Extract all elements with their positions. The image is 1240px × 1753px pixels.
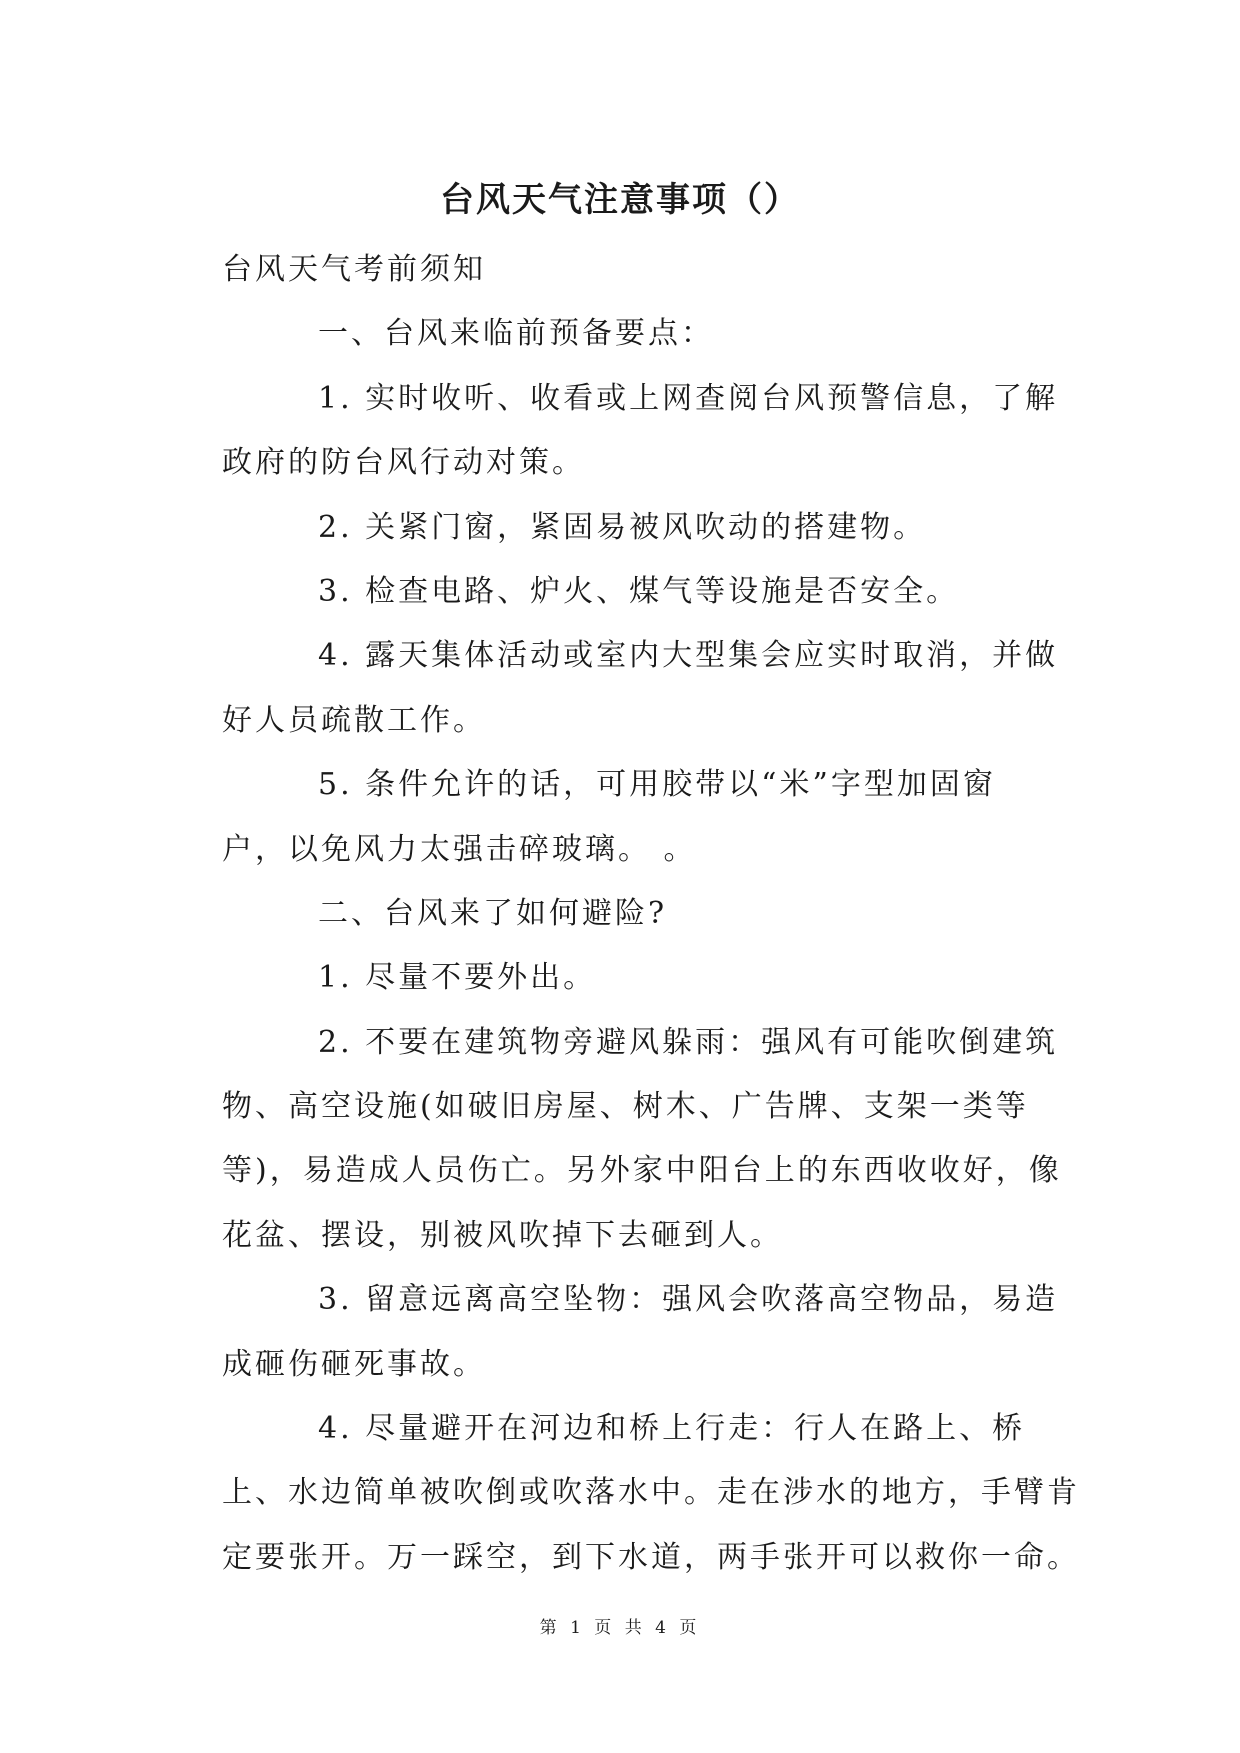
paragraph-line: 2. 关紧门窗，紧固易被风吹动的搭建物。 xyxy=(318,509,927,545)
paragraph-line: 二、台风来了如何避险? xyxy=(318,895,668,931)
paragraph-line: 户，以免风力太强击碎玻璃。 。 xyxy=(222,831,697,867)
paragraph-line: 5. 条件允许的话，可用胶带以“米”字型加固窗 xyxy=(318,767,996,803)
page-number-footer: 第 1 页 共 4 页 xyxy=(539,1618,701,1638)
paragraph-line: 2. 不要在建筑物旁避风躲雨：强风有可能吹倒建筑 xyxy=(318,1024,1059,1060)
paragraph-line: 1. 实时收听、收看或上网查阅台风预警信息，了解 xyxy=(318,380,1059,416)
paragraph-line: 4. 露天集体活动或室内大型集会应实时取消，并做 xyxy=(318,638,1059,674)
paragraph-line: 1. 尽量不要外出。 xyxy=(318,960,597,996)
paragraph-line: 台风天气考前须知 xyxy=(222,252,486,287)
paragraph-line: 成砸伤砸死事故。 xyxy=(222,1346,486,1382)
paragraph-line: 3. 检查电路、炉火、煤气等设施是否安全。 xyxy=(318,573,960,609)
document-title: 台风天气注意事项（） xyxy=(440,180,800,220)
paragraph-line: 3. 留意远离高空坠物：强风会吹落高空物品，易造 xyxy=(318,1282,1059,1318)
paragraph-line: 等)，易造成人员伤亡。另外家中阳台上的东西收收好，像 xyxy=(222,1153,1062,1189)
paragraph-line: 定要张开。万一踩空，到下水道，两手张开可以救你一命。 xyxy=(222,1539,1080,1575)
paragraph-line: 物、高空设施(如破旧房屋、树木、广告牌、支架一类等 xyxy=(222,1089,1029,1125)
paragraph-line: 一、台风来临前预备要点： xyxy=(318,316,714,352)
paragraph-line: 花盆、摆设，别被风吹掉下去砸到人。 xyxy=(222,1217,783,1253)
paragraph-line: 好人员疏散工作。 xyxy=(222,702,486,738)
document-body xyxy=(222,238,1080,1590)
paragraph-line: 上、水边简单被吹倒或吹落水中。走在涉水的地方，手臂肯 xyxy=(222,1475,1080,1511)
paragraph-line: 4. 尽量避开在河边和桥上行走：行人在路上、桥 xyxy=(318,1411,1026,1447)
paragraph-line: 政府的防台风行动对策。 xyxy=(222,445,585,481)
